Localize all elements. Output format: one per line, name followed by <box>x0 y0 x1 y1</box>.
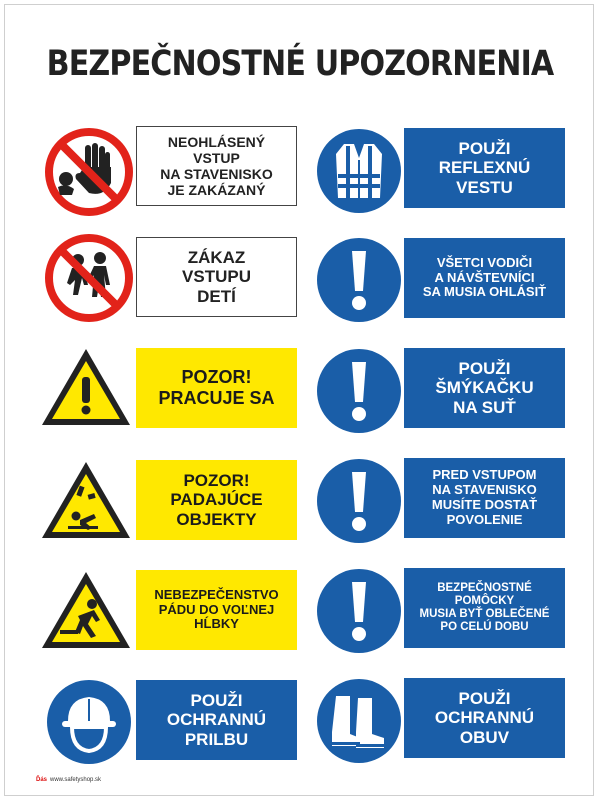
sign-label-falling-objects: POZOR! PADAJÚCE OBJEKTY <box>136 460 297 540</box>
sign-label-debris-chute: POUŽI ŠMÝKAČKU NA SUŤ <box>404 348 565 428</box>
sign-label-safety-equipment: BEZPEČNOSTNÉ POMÔCKY MUSIA BYŤ OBLEČENÉ PO CELÚ DOBU <box>404 568 565 648</box>
fall-hazard-icon <box>38 568 134 654</box>
exclamation-icon <box>314 566 404 656</box>
no-children-icon <box>44 233 134 323</box>
exclamation-icon <box>314 235 404 325</box>
sign-label-reflective-vest: POUŽI REFLEXNÚ VESTU <box>404 128 565 208</box>
hard-hat-icon <box>44 677 134 767</box>
exclamation-icon <box>314 346 404 436</box>
page-title: BEZPEČNOSTNÉ UPOZORNENIA <box>46 44 554 84</box>
no-unauthorized-entry-icon <box>44 127 134 217</box>
brand-logo: Ďás <box>36 777 48 783</box>
exclamation-icon <box>314 456 404 546</box>
sign-label-no-children: ZÁKAZ VSTUPU DETÍ <box>136 237 297 317</box>
sign-label-drivers-report: VŠETCI VODIČI A NÁVŠTEVNÍCI SA MUSIA OHLÁSIŤ <box>404 238 565 318</box>
footer <box>36 777 101 783</box>
footer-url[interactable]: www.safetyshop.sk <box>50 777 102 783</box>
reflective-vest-icon <box>314 126 404 216</box>
falling-objects-icon <box>38 458 134 544</box>
general-warning-icon <box>38 345 134 431</box>
safety-boots-icon <box>314 676 404 766</box>
sign-label-work-in-progress: POZOR! PRACUJE SA <box>136 348 297 428</box>
sign-label-wear-helmet: POUŽI OCHRANNÚ PRILBU <box>136 680 297 760</box>
sign-label-unannounced-entry: NEOHLÁSENÝ VSTUP NA STAVENISKO JE ZAKÁZANÝ <box>136 126 297 206</box>
sign-label-fall-hazard: NEBEZPEČENSTVO PÁDU DO VOĽNEJ HĹBKY <box>136 570 297 650</box>
sign-label-safety-boots: POUŽI OCHRANNÚ OBUV <box>404 678 565 758</box>
sign-label-entry-permission: PRED VSTUPOM NA STAVENISKO MUSÍTE DOSTAŤ POVOLENIE <box>404 458 565 538</box>
